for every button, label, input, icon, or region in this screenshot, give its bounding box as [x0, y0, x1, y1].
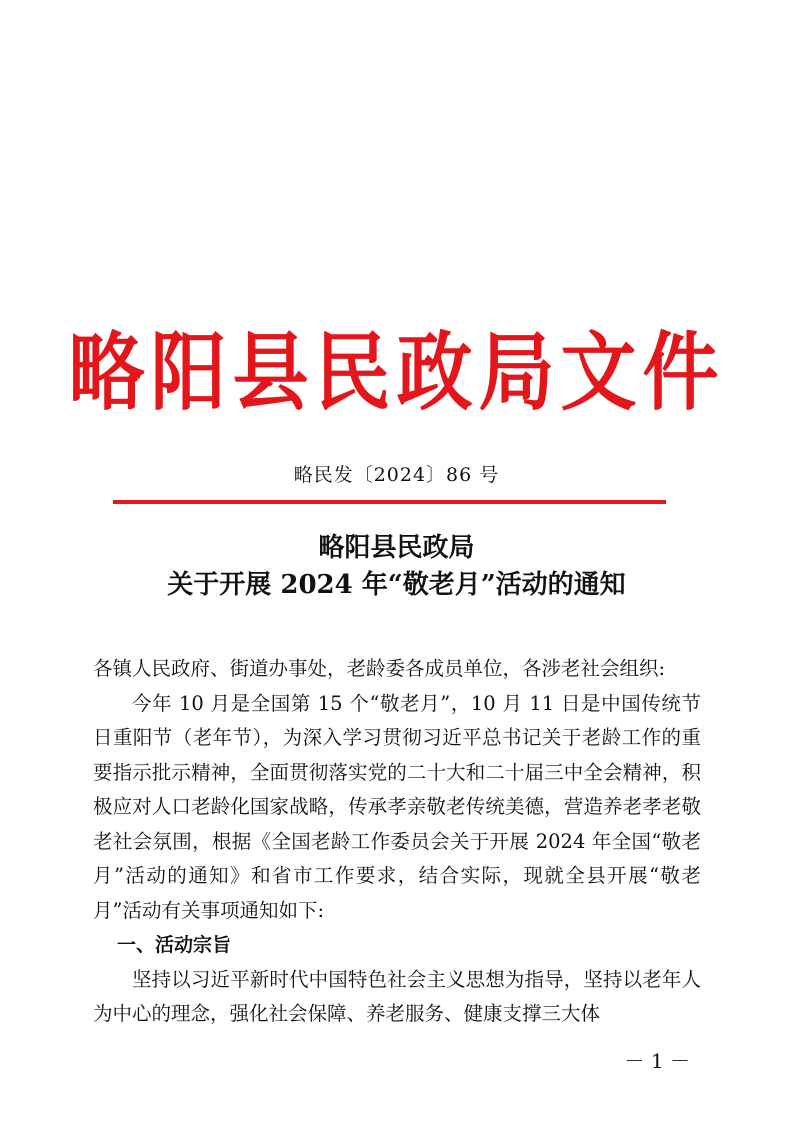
notice-title-line-1: 略阳县民政局 [318, 533, 475, 563]
notice-body [93, 652, 701, 1032]
salutation: 各镇人民政府、街道办事处，老龄委各成员单位，各涉老社会组织: [93, 657, 666, 680]
intro-paragraph: 今年 10 月是全国第 15 个“敬老月”，10 月 11 日是中国传统节日重阳节（老年节），为深入学习贯彻习近平总书记关于老龄工作的重要指示批示精神，全面贯彻落实党的二十大和二十届三中全会精神，积极应对人口老龄化国家战略，传承孝亲敬老传统美德，营造养老孝老敬老社会氛围，根据《全国老龄工作委员会关于开展 2024 年全国“敬老月”活动的通知》和省市工作要求，结合实际，现就全县开展“敬老月”活动有关事项通知如下: [93, 691, 701, 922]
notice-title-line-2: 关于开展 2024 年“敬老月”活动的通知 [167, 570, 626, 600]
section-heading-purpose: 一、活动宗旨 [117, 934, 232, 956]
purpose-paragraph: 坚持以习近平新时代中国特色社会主义思想为指导，坚持以老年人为中心的理念，强化社会保障、养老服务、健康支撑三大体 [93, 967, 701, 1025]
masthead-title: 略阳县民政局文件 [68, 322, 725, 423]
document-number: 略民发〔2024〕86 号 [293, 464, 500, 486]
red-divider-line [113, 500, 666, 504]
page-number: － 1 － [624, 1049, 690, 1073]
